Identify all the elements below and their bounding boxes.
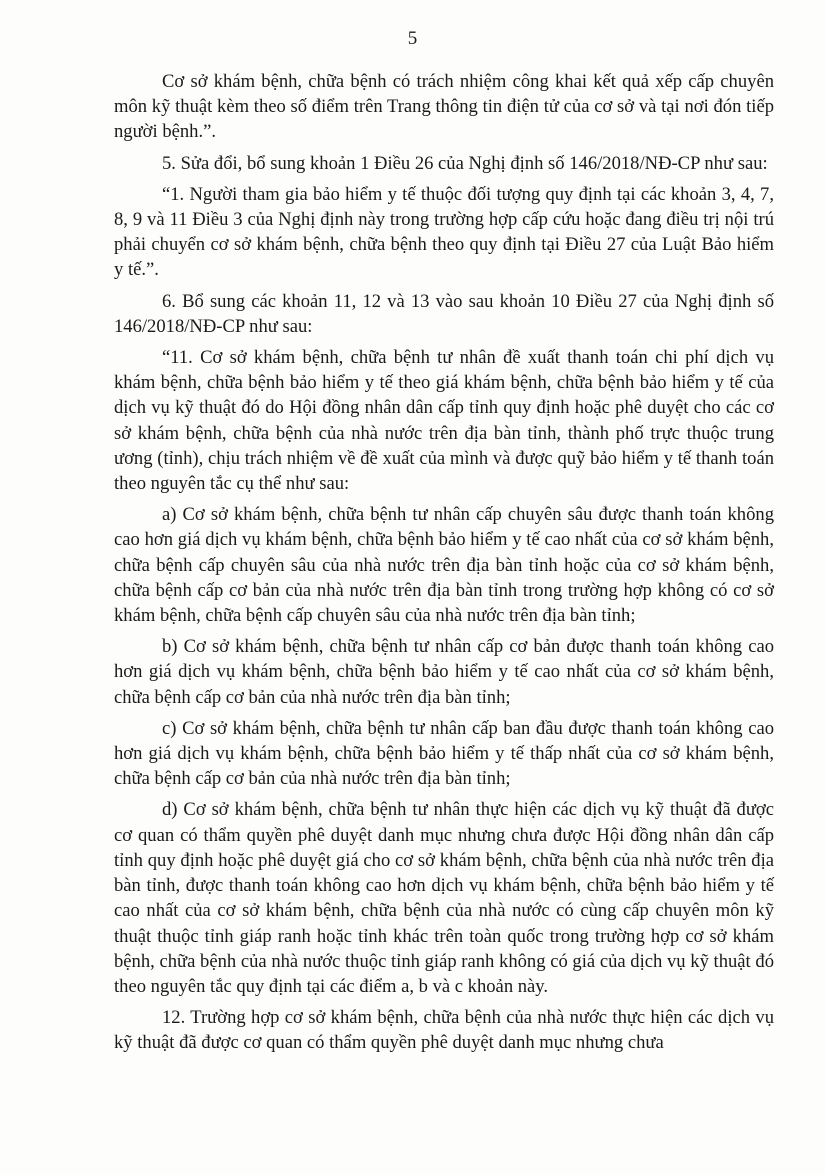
paragraph-point-a: a) Cơ sở khám bệnh, chữa bệnh tư nhân cấp chuyên sâu được thanh toán không cao hơn giá dịch vụ khám bệnh, chữa bệnh bảo hiểm y tế cao nhất của cơ sở khám bệnh, chữa bệnh cấp chuyên sâu của nhà nước trên địa bàn tỉnh hoặc của cơ sở khám bệnh, chữa bệnh cấp cơ bản của nhà nước trên địa bàn tỉnh trong trường hợp không có cơ sở khám bệnh, chữa bệnh cấp chuyên sâu của nhà nước trên địa bàn tỉnh; <box>114 504 774 627</box>
paragraph-clause-11: “11. Cơ sở khám bệnh, chữa bệnh tư nhân đề xuất thanh toán chi phí dịch vụ khám bệnh, chữa bệnh bảo hiểm y tế theo giá khám bệnh, chữa bệnh bảo hiểm y tế của dịch vụ kỹ thuật đó do Hội đồng nhân dân cấp tỉnh quy định hoặc phê duyệt cho các cơ sở khám bệnh, chữa bệnh của nhà nước trên địa bàn tỉnh, thành phố trực thuộc trung ương (tỉnh), chịu trách nhiệm về đề xuất của mình và được quỹ bảo hiểm y tế thanh toán theo nguyên tắc cụ thể như sau: <box>114 347 774 495</box>
paragraph-clause-12: 12. Trường hợp cơ sở khám bệnh, chữa bệnh của nhà nước thực hiện các dịch vụ kỹ thuật đã được cơ quan có thẩm quyền phê duyệt danh mục nhưng chưa <box>114 1007 774 1054</box>
paragraph-point-b: b) Cơ sở khám bệnh, chữa bệnh tư nhân cấp cơ bản được thanh toán không cao hơn giá dịch vụ khám bệnh, chữa bệnh bảo hiểm y tế cao nhất của cơ sở khám bệnh, chữa bệnh cấp cơ bản của nhà nước trên địa bàn tỉnh; <box>114 636 774 708</box>
paragraph-point-d: d) Cơ sở khám bệnh, chữa bệnh tư nhân thực hiện các dịch vụ kỹ thuật đã được cơ quan có thẩm quyền phê duyệt danh mục nhưng chưa được Hội đồng nhân dân cấp tỉnh quy định hoặc phê duyệt giá cho cơ sở khám bệnh, chữa bệnh của nhà nước trên địa bàn tỉnh, được thanh toán không cao hơn dịch vụ khám bệnh, chữa bệnh bảo hiểm y tế cao nhất của cơ sở khám bệnh, chữa bệnh của nhà nước có cùng cấp chuyên môn kỹ thuật thuộc tỉnh giáp ranh hoặc tỉnh khác trên toàn quốc trong trường hợp cơ sở khám bệnh, chữa bệnh của nhà nước thuộc tỉnh giáp ranh không có giá của dịch vụ kỹ thuật đó theo nguyên tắc quy định tại các điểm a, b và c khoản này. <box>114 799 774 997</box>
paragraph-item-5-clause-1: “1. Người tham gia bảo hiểm y tế thuộc đối tượng quy định tại các khoản 3, 4, 7, 8, 9 và 11 Điều 3 của Nghị định này trong trường hợp cấp cứu hoặc đang điều trị nội trú phải chuyển cơ sở khám bệnh, chữa bệnh theo quy định tại Điều 27 của Luật Bảo hiểm y tế.”. <box>114 183 774 281</box>
paragraph-item-6: 6. Bổ sung các khoản 11, 12 và 13 vào sau khoản 10 Điều 27 của Nghị định số 146/2018/NĐ-CP như sau: <box>114 290 774 337</box>
paragraph-item-5: 5. Sửa đổi, bổ sung khoản 1 Điều 26 của Nghị định số 146/2018/NĐ-CP như sau: <box>162 152 768 174</box>
paragraph-disclosure: Cơ sở khám bệnh, chữa bệnh có trách nhiệm công khai kết quả xếp cấp chuyên môn kỹ thuật kèm theo số điểm trên Trang thông tin điện tử của cơ sở và tại nơi đón tiếp người bệnh.”. <box>114 71 774 143</box>
document-body <box>114 69 774 1062</box>
paragraph-point-c: c) Cơ sở khám bệnh, chữa bệnh tư nhân cấp ban đầu được thanh toán không cao hơn giá dịch vụ khám bệnh, chữa bệnh bảo hiểm y tế thấp nhất của cơ sở khám bệnh, chữa bệnh cấp cơ bản của nhà nước trên địa bàn tỉnh; <box>114 717 774 790</box>
page-number: 5 <box>407 28 418 49</box>
